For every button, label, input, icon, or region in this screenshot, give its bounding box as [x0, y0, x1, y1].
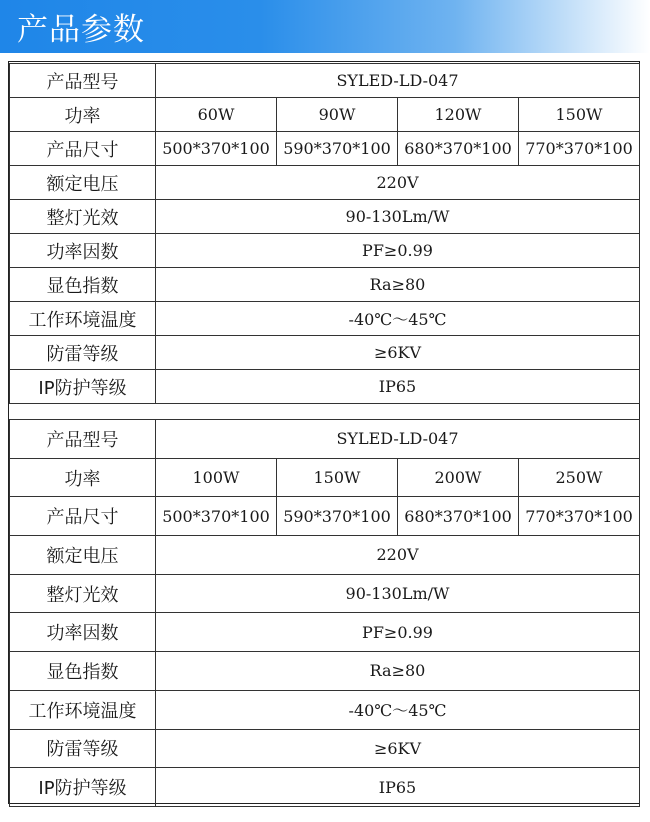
row-temperature: [10, 302, 640, 336]
surge-value: ≥6KV: [156, 336, 640, 370]
row-voltage: [10, 166, 640, 200]
temp-label: 工作环境温度: [10, 690, 156, 729]
size-label: 产品尺寸: [10, 497, 156, 536]
row-temperature: [10, 690, 640, 729]
model-label: 产品型号: [10, 64, 156, 98]
power-value: 250W: [519, 458, 640, 497]
efficacy-label: 整灯光效: [10, 574, 156, 613]
size-value: 500*370*100: [156, 497, 277, 536]
size-value: 500*370*100: [156, 132, 277, 166]
ip-value: IP65: [156, 768, 640, 807]
temp-label: 工作环境温度: [10, 302, 156, 336]
row-cri: [10, 652, 640, 691]
voltage-label: 额定电压: [10, 536, 156, 575]
efficacy-value: 90-130Lm/W: [156, 200, 640, 234]
power-value: 150W: [277, 458, 398, 497]
power-value: 200W: [398, 458, 519, 497]
voltage-value: 220V: [156, 166, 640, 200]
size-value: 680*370*100: [398, 497, 519, 536]
row-power: [10, 458, 640, 497]
ip-label: IP防护等级: [10, 768, 156, 807]
row-efficacy: [10, 200, 640, 234]
size-value: 590*370*100: [277, 132, 398, 166]
row-voltage: [10, 536, 640, 575]
row-efficacy: [10, 574, 640, 613]
row-power-factor: [10, 234, 640, 268]
page-header: [0, 0, 650, 53]
power-value: 120W: [398, 98, 519, 132]
pf-value: PF≥0.99: [156, 234, 640, 268]
row-cri: [10, 268, 640, 302]
table-separator: [9, 403, 639, 419]
row-ip: [10, 768, 640, 807]
row-surge: [10, 336, 640, 370]
pf-label: 功率因数: [10, 613, 156, 652]
spec-table-1: [9, 63, 640, 404]
model-value: SYLED-LD-047: [156, 64, 640, 98]
row-size: [10, 497, 640, 536]
cri-label: 显色指数: [10, 268, 156, 302]
row-model: [10, 64, 640, 98]
row-power: [10, 98, 640, 132]
row-ip: [10, 370, 640, 404]
model-value: SYLED-LD-047: [156, 420, 640, 459]
power-value: 90W: [277, 98, 398, 132]
row-surge: [10, 729, 640, 768]
ip-label: IP防护等级: [10, 370, 156, 404]
power-label: 功率: [10, 458, 156, 497]
model-label: 产品型号: [10, 420, 156, 459]
size-label: 产品尺寸: [10, 132, 156, 166]
pf-label: 功率因数: [10, 234, 156, 268]
cri-label: 显色指数: [10, 652, 156, 691]
size-value: 680*370*100: [398, 132, 519, 166]
size-value: 590*370*100: [277, 497, 398, 536]
ip-value: IP65: [156, 370, 640, 404]
power-value: 150W: [519, 98, 640, 132]
power-value: 60W: [156, 98, 277, 132]
voltage-value: 220V: [156, 536, 640, 575]
size-value: 770*370*100: [519, 132, 640, 166]
temp-value: -40℃～45℃: [156, 690, 640, 729]
row-model: [10, 420, 640, 459]
row-size: [10, 132, 640, 166]
efficacy-label: 整灯光效: [10, 200, 156, 234]
page-title: 产品参数: [17, 12, 145, 48]
surge-label: 防雷等级: [10, 729, 156, 768]
cri-value: Ra≥80: [156, 268, 640, 302]
temp-value: -40℃～45℃: [156, 302, 640, 336]
row-power-factor: [10, 613, 640, 652]
cri-value: Ra≥80: [156, 652, 640, 691]
surge-value: ≥6KV: [156, 729, 640, 768]
spec-table-2: [9, 419, 640, 807]
size-value: 770*370*100: [519, 497, 640, 536]
pf-value: PF≥0.99: [156, 613, 640, 652]
power-value: 100W: [156, 458, 277, 497]
power-label: 功率: [10, 98, 156, 132]
surge-label: 防雷等级: [10, 336, 156, 370]
efficacy-value: 90-130Lm/W: [156, 574, 640, 613]
voltage-label: 额定电压: [10, 166, 156, 200]
